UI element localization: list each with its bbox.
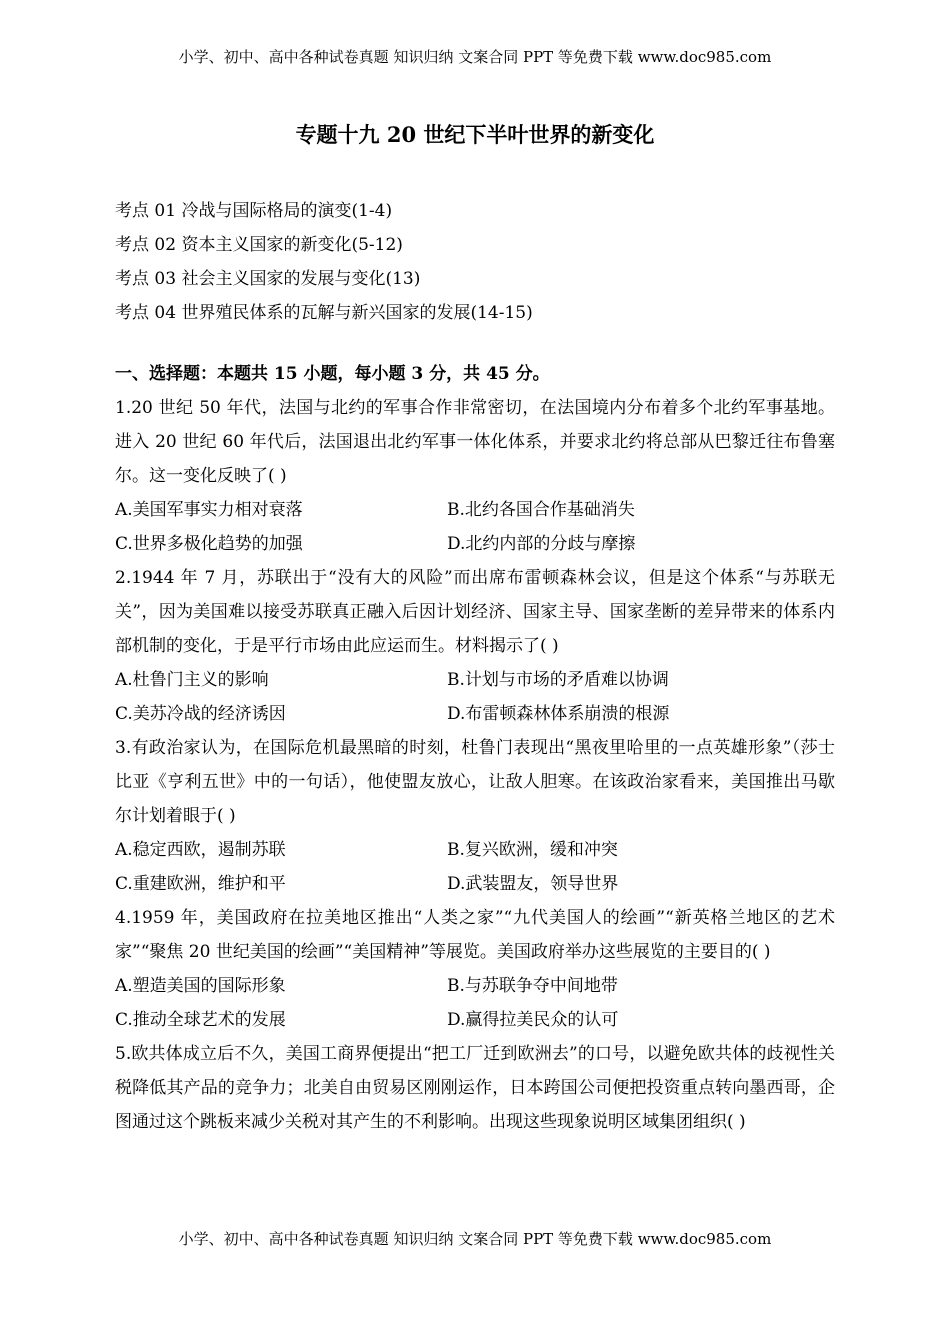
question-5	[115, 1037, 835, 1139]
question-1	[115, 391, 835, 561]
question-stem: 4.1959 年，美国政府在拉美地区推出“人类之家”“九代美国人的绘画”“新英格兰地区的艺术家”“聚焦 20 世纪美国的绘画”“美国精神”等展览。美国政府举办这些展览的主要目的( )	[115, 908, 835, 962]
option-b: B.复兴欧洲，缓和冲突	[447, 840, 618, 860]
option-a: A.杜鲁门主义的影响	[115, 670, 269, 690]
option-d: D.赢得拉美民众的认可	[447, 1010, 619, 1030]
question-3	[115, 731, 835, 901]
option-b: B.计划与市场的矛盾难以协调	[447, 670, 669, 690]
option-d: D.布雷顿森林体系崩溃的根源	[447, 704, 670, 724]
topic-item: 考点 02 资本主义国家的新变化(5-12)	[115, 235, 403, 255]
option-a: A.塑造美国的国际形象	[115, 976, 286, 996]
option-group	[115, 663, 835, 731]
option-c: C.重建欧洲，维护和平	[115, 874, 286, 894]
option-d: D.北约内部的分歧与摩擦	[447, 534, 636, 554]
section-heading: 一、选择题：本题共 15 小题，每小题 3 分，共 45 分。	[115, 364, 550, 384]
question-stem: 3.有政治家认为，在国际危机最黑暗的时刻，杜鲁门表现出“黑夜里哈里的一点英雄形象”（莎士比亚《亨利五世》中的一句话），他使盟友放心，让敌人胆寒。在该政治家看来，美国推出马歇尔计划着眼于( )	[115, 738, 835, 826]
question-2	[115, 561, 835, 731]
option-a: A.美国军事实力相对衰落	[115, 500, 303, 520]
topic-item: 考点 03 社会主义国家的发展与变化(13)	[115, 269, 421, 289]
question-4	[115, 901, 835, 1037]
option-d: D.武装盟友，领导世界	[447, 874, 619, 894]
option-c: C.世界多极化趋势的加强	[115, 534, 303, 554]
topic-list	[115, 194, 835, 330]
question-stem: 1.20 世纪 50 年代，法国与北约的军事合作非常密切，在法国境内分布着多个北约军事基地。进入 20 世纪 60 年代后，法国退出北约军事一体化体系，并要求北约将总部从巴黎迁往布鲁塞尔。这一变化反映了( )	[115, 398, 835, 486]
option-group	[115, 969, 835, 1037]
option-c: C.美苏冷战的经济诱因	[115, 704, 286, 724]
topic-item: 考点 04 世界殖民体系的瓦解与新兴国家的发展(14-15)	[115, 303, 533, 323]
option-b: B.北约各国合作基础消失	[447, 500, 635, 520]
page-footer: 小学、初中、高中各种试卷真题 知识归纳 文案合同 PPT 等免费下载 www.doc985.com	[178, 1230, 772, 1248]
page-header: 小学、初中、高中各种试卷真题 知识归纳 文案合同 PPT 等免费下载 www.doc985.com	[178, 48, 772, 66]
option-a: A.稳定西欧，遏制苏联	[115, 840, 286, 860]
document-body	[115, 194, 835, 1139]
page-title: 专题十九 20 世纪下半叶世界的新变化	[295, 122, 655, 147]
question-stem: 2.1944 年 7 月，苏联出于“没有大的风险”而出席布雷顿森林会议，但是这个体系“与苏联无关”，因为美国难以接受苏联真正融入后因计划经济、国家主导、国家垄断的差异带来的体系内部机制的变化，于是平行市场由此应运而生。材料揭示了( )	[115, 568, 835, 656]
option-b: B.与苏联争夺中间地带	[447, 976, 618, 996]
option-c: C.推动全球艺术的发展	[115, 1010, 286, 1030]
topic-item: 考点 01 冷战与国际格局的演变(1-4)	[115, 201, 393, 221]
option-group	[115, 833, 835, 901]
question-stem: 5.欧共体成立后不久，美国工商界便提出“把工厂迁到欧洲去”的口号，以避免欧共体的歧视性关税降低其产品的竞争力；北美自由贸易区刚刚运作，日本跨国公司便把投资重点转向墨西哥，企图通过这个跳板来减少关税对其产生的不利影响。出现这些现象说明区域集团组织( )	[115, 1044, 835, 1132]
option-group	[115, 493, 835, 561]
